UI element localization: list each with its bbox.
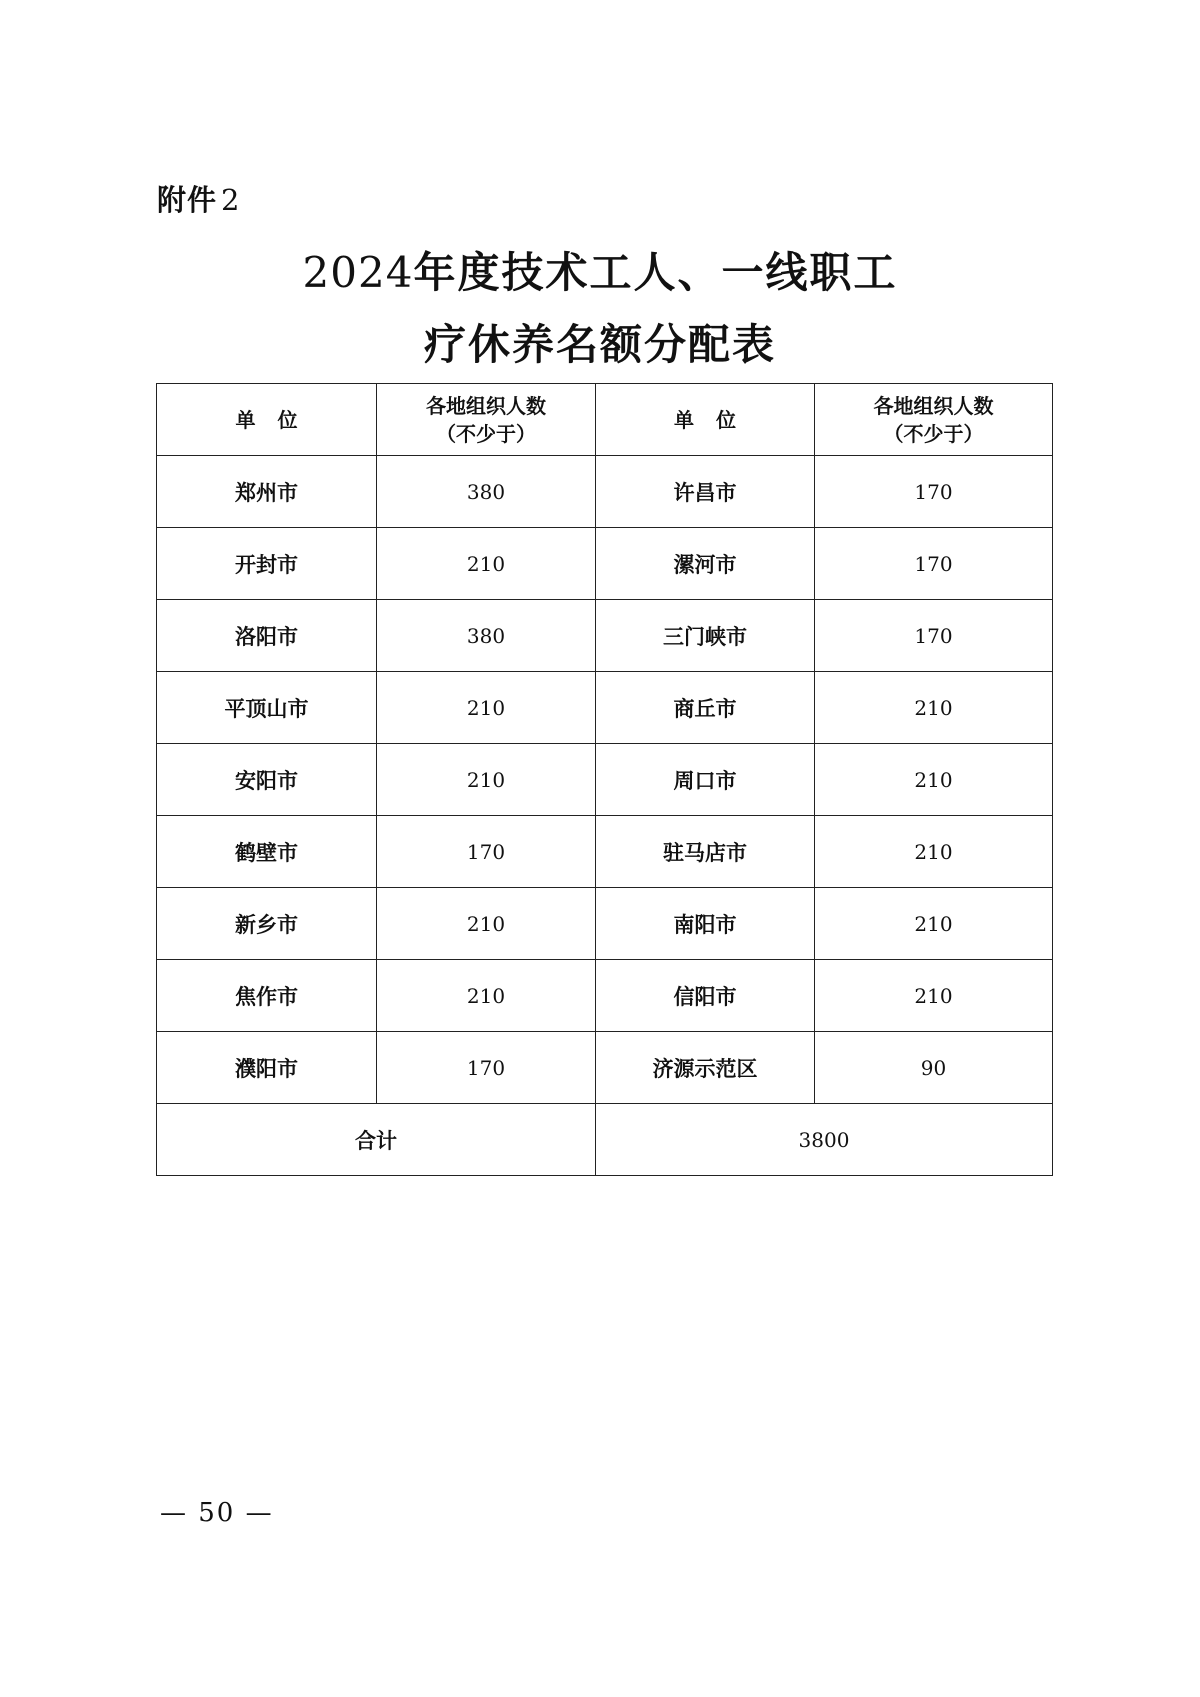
count-cell: 210 [377, 672, 596, 744]
unit-cell: 濮阳市 [157, 1032, 377, 1104]
attachment-text: 附件 [157, 183, 218, 217]
unit-cell: 信阳市 [596, 960, 815, 1032]
table-row [157, 456, 1053, 528]
unit-cell: 漯河市 [596, 528, 815, 600]
page-title-line-1 [0, 240, 1200, 300]
header-count-line2: （不少于） [436, 421, 536, 446]
unit-cell: 洛阳市 [157, 600, 377, 672]
count-cell: 170 [815, 600, 1053, 672]
page-title-line-2: 疗休养名额分配表 [423, 320, 776, 369]
total-value: 3800 [596, 1104, 1053, 1176]
unit-cell: 新乡市 [157, 888, 377, 960]
table-row [157, 528, 1053, 600]
total-label: 合计 [157, 1104, 596, 1176]
table-header-row [157, 384, 1053, 456]
unit-cell: 济源示范区 [596, 1032, 815, 1104]
table-row [157, 888, 1053, 960]
title-line-1-text: 年度技术工人、一线职工 [413, 248, 898, 297]
count-cell: 380 [377, 600, 596, 672]
header-unit-left: 单位 [157, 384, 377, 456]
header-count-left [377, 384, 596, 456]
count-cell: 210 [815, 744, 1053, 816]
unit-cell: 南阳市 [596, 888, 815, 960]
count-cell: 170 [377, 1032, 596, 1104]
attachment-label [157, 178, 240, 219]
quota-allocation-table [156, 383, 1053, 1176]
count-cell: 210 [815, 960, 1053, 1032]
count-cell: 210 [377, 888, 596, 960]
count-cell: 380 [377, 456, 596, 528]
table-total-row [157, 1104, 1053, 1176]
unit-cell: 三门峡市 [596, 600, 815, 672]
unit-cell: 驻马店市 [596, 816, 815, 888]
count-cell: 170 [815, 528, 1053, 600]
table-row [157, 816, 1053, 888]
table-row [157, 672, 1053, 744]
unit-cell: 焦作市 [157, 960, 377, 1032]
unit-cell: 鹤壁市 [157, 816, 377, 888]
unit-cell: 许昌市 [596, 456, 815, 528]
count-cell: 170 [815, 456, 1053, 528]
header-unit-right: 单位 [596, 384, 815, 456]
unit-cell: 周口市 [596, 744, 815, 816]
count-cell: 210 [377, 744, 596, 816]
count-cell: 90 [815, 1032, 1053, 1104]
table-row [157, 1032, 1053, 1104]
header-count-line1: 各地组织人数 [873, 393, 994, 418]
count-cell: 210 [815, 888, 1053, 960]
attachment-number: 2 [221, 183, 241, 217]
unit-cell: 开封市 [157, 528, 377, 600]
header-count-line2: （不少于） [883, 421, 984, 446]
header-count-right [815, 384, 1053, 456]
count-cell: 210 [377, 960, 596, 1032]
table-row [157, 600, 1053, 672]
table-row [157, 960, 1053, 1032]
title-year: 2024 [302, 248, 414, 297]
count-cell: 210 [377, 528, 596, 600]
count-cell: 170 [377, 816, 596, 888]
table-row [157, 744, 1053, 816]
count-cell: 210 [815, 672, 1053, 744]
page-number: — 50 — [160, 1498, 274, 1528]
unit-cell: 商丘市 [596, 672, 815, 744]
unit-cell: 平顶山市 [157, 672, 377, 744]
header-count-line1: 各地组织人数 [426, 393, 546, 418]
unit-cell: 安阳市 [157, 744, 377, 816]
count-cell: 210 [815, 816, 1053, 888]
unit-cell: 郑州市 [157, 456, 377, 528]
